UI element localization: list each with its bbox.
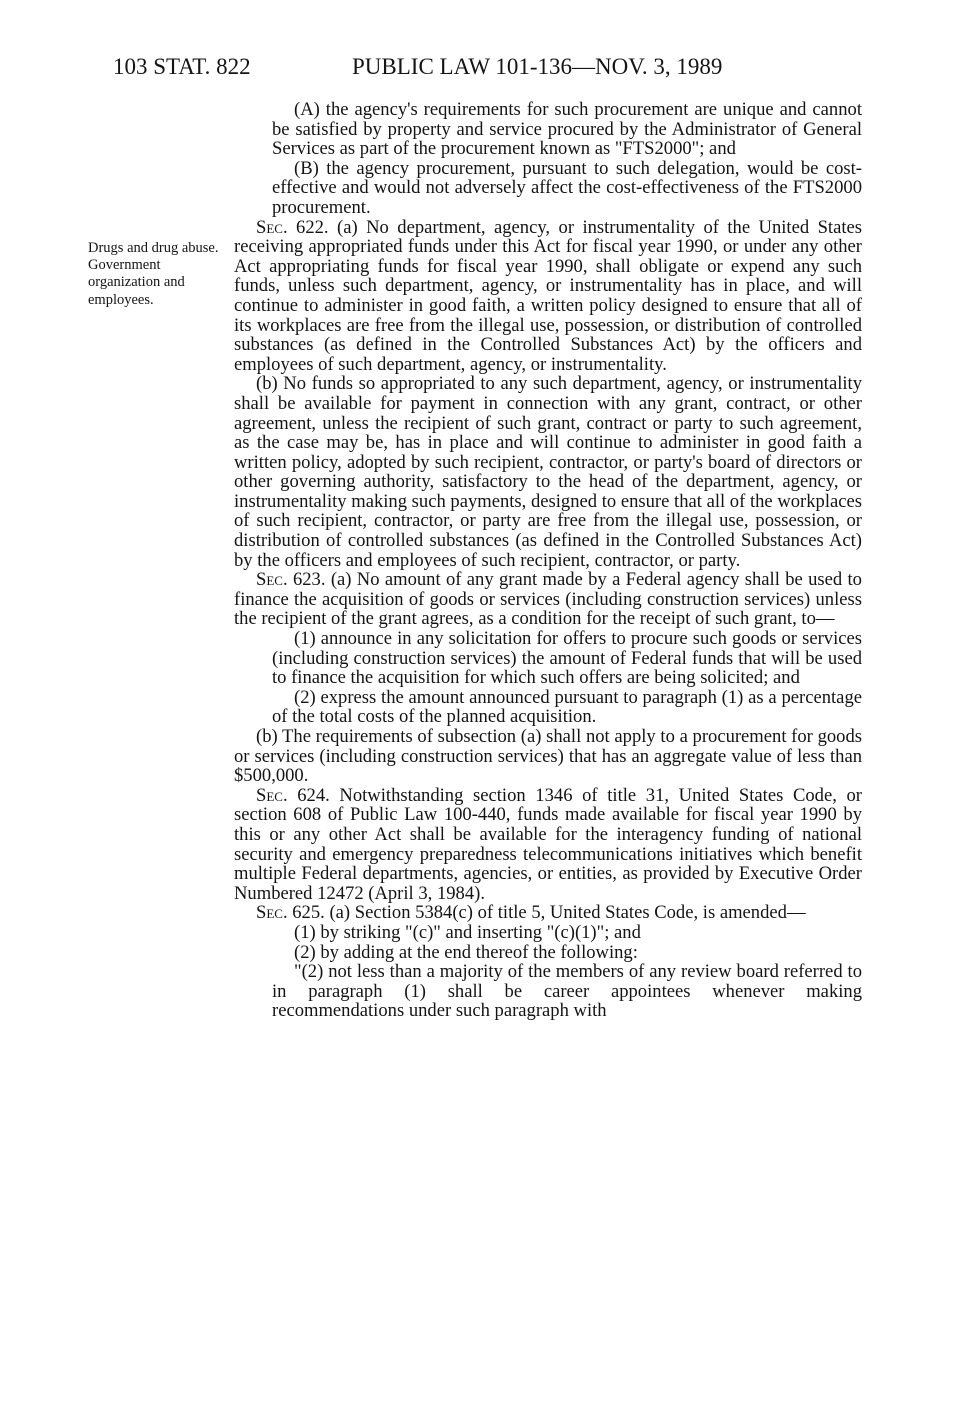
section-625-a <box>234 903 862 923</box>
page-header <box>0 54 960 88</box>
section-625-text: (a) Section 5384(c) of title 5, United States Code, is amended— <box>324 902 806 924</box>
section-622-b: (b) No funds so appropriated to any such department, agency, or instrumentality shall be available for payment in connection with any grant, contract, or other agreement, unless the recipient of such grant, contract or party to such agreement, as the case may be, has in place and will continue to administer in good faith a written policy, adopted by such recipient, contractor, or party's board of directors or other governing authority, satisfactory to the head of the department, agency, or instrumentality making such payments, designed to ensure that all of the workplaces of such recipient, contractor, or party are free from the illegal use, possession, or distribution of controlled substances (as defined in the Controlled Substances Act) by the officers and employees of such recipient, contractor, or party. <box>234 373 862 571</box>
section-624-label: Sec. 624. <box>256 784 330 806</box>
stat-page-number: 103 STAT. 822 <box>113 54 251 79</box>
section-625-item-1: (1) by striking "(c)" and inserting "(c)(1)"; and <box>294 921 641 943</box>
section-622-a <box>234 218 862 375</box>
paragraph-b: (B) the agency procurement, pursuant to such delegation, would be cost-effective and would not adversely affect the cost-effectiveness of the FTS2000 procurement. <box>272 157 862 218</box>
section-625-item-2: (2) by adding at the end thereof the following: <box>294 941 638 963</box>
section-623-item-1: (1) announce in any solicitation for offers to procure such goods or services (including construction services) the amount of Federal funds that will be used to finance the acquisition for which such offers are being solicited; and <box>272 628 862 689</box>
section-622-text: (a) No department, agency, or instrumentality of the United States receiving appropriated funds under this Act for fiscal year 1990, or under any other Act appropriating funds for fiscal year 1990, shall obligate or expend any such funds, unless such department, agency, or instrumentality has in place, and will continue to administer in good faith, a written policy designed to ensure that all of its workplaces are free from the illegal use, possession, or distribution of controlled substances (as defined in the Controlled Substances Act) by the officers and employees of such department, agency, or instrumentality. <box>234 216 863 375</box>
section-623-a <box>234 570 862 629</box>
section-623-text: (a) No amount of any grant made by a Federal agency shall be used to finance the acquisition of goods or services (including construction services) unless the recipient of the grant agrees, as a condition for the receipt of such grant, to— <box>234 569 862 630</box>
section-623-b: (b) The requirements of subsection (a) shall not apply to a procurement for goods or services (including construction services) that has an aggregate value of less than $500,000. <box>234 726 862 787</box>
document-body <box>234 100 862 1021</box>
section-625-quote: "(2) not less than a majority of the members of any review board referred to in paragraph (1) shall be career appointees whenever making recommendations under such paragraph with <box>272 961 862 1022</box>
running-head-title: PUBLIC LAW 101-136—NOV. 3, 1989 <box>352 54 723 79</box>
section-623-label: Sec. 623. <box>256 569 326 591</box>
margin-note-drugs: Drugs and drug abuse. <box>88 240 219 256</box>
margin-note-government: Government organization and employees. <box>88 257 185 308</box>
section-625-label: Sec. 625. <box>256 902 325 924</box>
section-623-item-2: (2) express the amount announced pursuant to paragraph (1) as a percentage of the total costs of the planned acquisition. <box>272 686 862 728</box>
margin-note <box>88 240 228 309</box>
section-624-text: Notwithstanding section 1346 of title 31, United States Code, or section 608 of Public Law 100-440, funds made available for fiscal year 1990 by this or any other Act shall be available for the interagency funding of national security and emergency preparedness telecommunications initiatives which benefit multiple Federal departments, agencies, or entities, as provided by Executive Order Numbered 12472 (April 3, 1984). <box>234 784 862 904</box>
section-622-label: Sec. 622. <box>256 216 329 238</box>
section-624 <box>234 786 862 904</box>
paragraph-a: (A) the agency's requirements for such procurement are unique and cannot be satisfied by property and service procured by the Administrator of General Services as part of the procurement known as "FTS2000"; and <box>272 99 862 160</box>
